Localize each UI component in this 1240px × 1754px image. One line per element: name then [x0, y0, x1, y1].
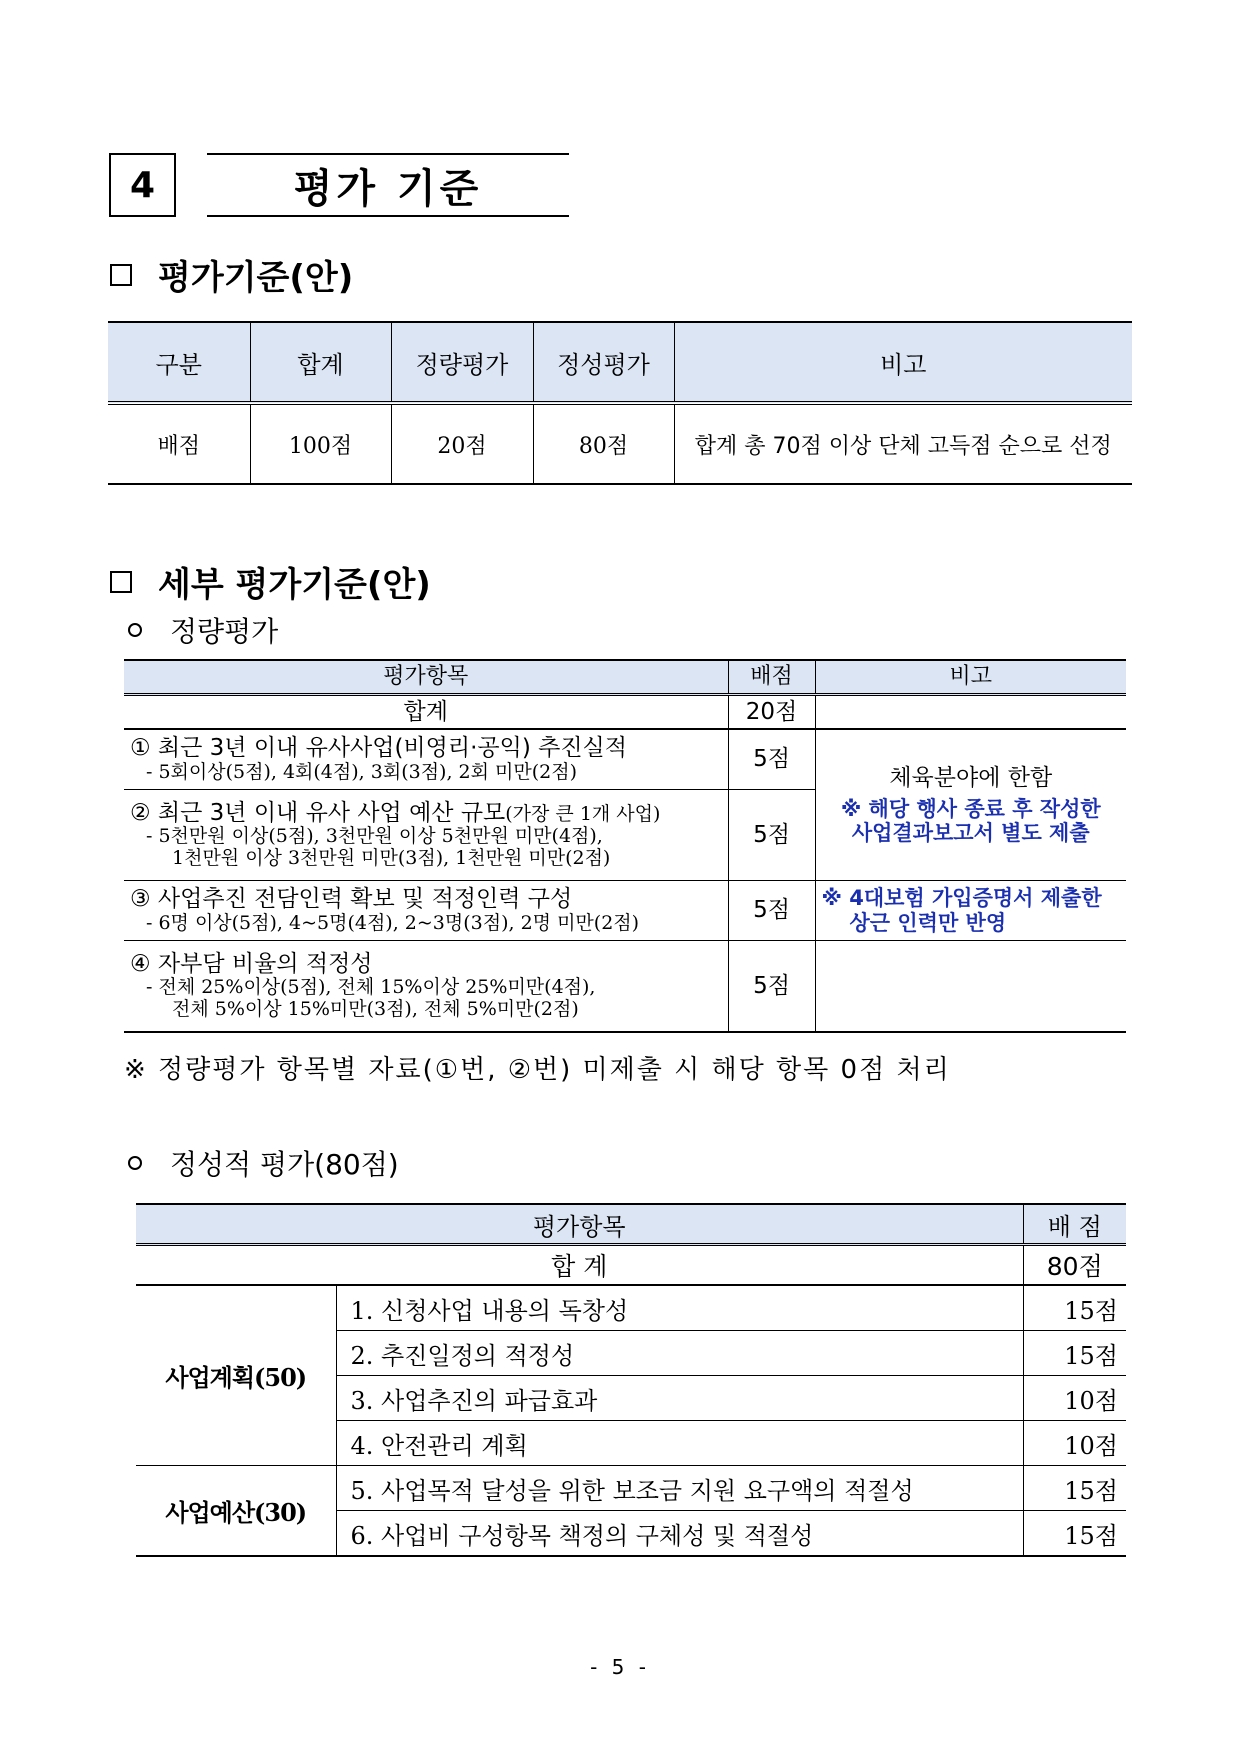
table-header-cell: 정량평가 — [391, 322, 533, 403]
item-points: 15점 — [1023, 1466, 1126, 1511]
item-points: 5점 — [728, 790, 815, 881]
item-points: 10점 — [1023, 1421, 1126, 1466]
table-header-cell: 배점 — [728, 660, 815, 695]
item-title — [130, 800, 722, 826]
item-name: 1. 신청사업 내용의 독창성 — [336, 1285, 1023, 1331]
criteria-table — [108, 321, 1132, 485]
item-title: ④ 자부담 비율의 적정성 — [130, 950, 373, 977]
quant-item — [124, 790, 728, 881]
qual-header-row — [136, 1204, 1126, 1245]
criteria-heading-text: 평가기준(안) — [158, 258, 354, 298]
item-title: ③ 사업추진 전담인력 확보 및 적정인력 구성 — [130, 886, 573, 913]
remark-line: 상근 인력만 반영 — [849, 910, 1007, 935]
table-row — [136, 1466, 1126, 1511]
item-points: 15점 — [1023, 1511, 1126, 1557]
page-number: - 5 - — [590, 1655, 650, 1679]
table-header-cell: 배 점 — [1023, 1204, 1126, 1245]
circle-bullet-icon — [128, 623, 142, 637]
item-remark — [815, 729, 1126, 881]
quant-heading — [128, 610, 278, 650]
criteria-heading — [110, 250, 353, 299]
item-sub: - 5천만원 이상(5점), 3천만원 이상 5천만원 미만(4점), — [146, 825, 603, 848]
empty-cell — [815, 941, 1126, 1033]
item-name: 6. 사업비 구성항목 책정의 구체성 및 적절성 — [336, 1511, 1023, 1557]
item-sub: - 전체 25%이상(5점), 전체 15%이상 25%미만(4점), — [146, 976, 596, 999]
item-sub: - 6명 이상(5점), 4~5명(4점), 2~3명(3점), 2명 미만(2점) — [146, 911, 640, 934]
remark-line: 사업결과보고서 별도 제출 — [851, 821, 1090, 846]
item-remark — [815, 881, 1126, 941]
item-points: 5점 — [728, 941, 815, 1033]
qual-heading — [128, 1143, 399, 1183]
remark-line: 체육분야에 한함 — [889, 764, 1053, 791]
item-sub: 전체 5%이상 15%미만(3점), 전체 5%미만(2점) — [172, 998, 579, 1021]
quant-header-row — [124, 660, 1126, 695]
square-bullet-icon — [110, 571, 132, 593]
item-sub: 1천만원 이상 3천만원 미만(3점), 1천만원 미만(2점) — [172, 847, 611, 870]
category-cell: 사업계획(50) — [136, 1285, 336, 1466]
remark-line: ※ 해당 행사 종료 후 작성한 — [840, 797, 1101, 822]
quant-item — [124, 729, 728, 790]
table-row — [124, 941, 1126, 1033]
table-header-cell: 평가항목 — [136, 1204, 1023, 1245]
table-row — [136, 1285, 1126, 1331]
category-cell: 사업예산(30) — [136, 1466, 336, 1557]
square-bullet-icon — [110, 264, 132, 286]
table-cell: 100점 — [250, 403, 391, 484]
total-label: 합계 — [124, 695, 728, 730]
item-points: 5점 — [728, 881, 815, 941]
table-cell: 20점 — [391, 403, 533, 484]
detail-heading-text: 세부 평가기준(안) — [158, 565, 431, 605]
remark-line: ※ 4대보험 가입증명서 제출한 — [821, 886, 1102, 911]
detail-heading — [110, 557, 431, 606]
item-points: 10점 — [1023, 1376, 1126, 1421]
quant-item — [124, 881, 728, 941]
quant-heading-text: 정량평가 — [170, 615, 279, 648]
criteria-header-row — [108, 322, 1132, 403]
item-points: 5점 — [728, 729, 815, 790]
item-title: ① 최근 3년 이내 유사사업(비영리·공익) 추진실적 — [130, 735, 627, 762]
section-number: 4 — [109, 153, 176, 217]
item-points: 15점 — [1023, 1285, 1126, 1331]
table-row — [108, 403, 1132, 484]
item-name: 2. 추진일정의 적정성 — [336, 1331, 1023, 1376]
item-points: 15점 — [1023, 1331, 1126, 1376]
table-cell: 80점 — [533, 403, 674, 484]
quant-footnote: ※ 정량평가 항목별 자료(①번, ②번) 미제출 시 해당 항목 0점 처리 — [124, 1055, 951, 1085]
quant-table — [124, 659, 1126, 1033]
table-row — [124, 881, 1126, 941]
total-label: 합 계 — [136, 1245, 1023, 1286]
item-title-note: (가장 큰 1개 사업) — [505, 802, 661, 825]
table-header-cell: 구분 — [108, 322, 250, 403]
table-header-cell: 비고 — [674, 322, 1132, 403]
qual-table — [136, 1203, 1126, 1557]
quant-total-row — [124, 695, 1126, 730]
quant-item — [124, 941, 728, 1033]
item-name: 4. 안전관리 계획 — [336, 1421, 1023, 1466]
item-name: 5. 사업목적 달성을 위한 보조금 지원 요구액의 적절성 — [336, 1466, 1023, 1511]
qual-total-row — [136, 1245, 1126, 1286]
table-header-cell: 합계 — [250, 322, 391, 403]
table-header-cell: 평가항목 — [124, 660, 728, 695]
empty-cell — [815, 695, 1126, 730]
item-name: 3. 사업추진의 파급효과 — [336, 1376, 1023, 1421]
circle-bullet-icon — [128, 1156, 142, 1170]
table-cell: 배점 — [108, 403, 250, 484]
qual-heading-text: 정성적 평가(80점) — [170, 1148, 399, 1181]
table-cell: 합계 총 70점 이상 단체 고득점 순으로 선정 — [674, 403, 1132, 484]
section-title: 평가 기준 — [207, 153, 569, 217]
item-sub: - 5회이상(5점), 4회(4점), 3회(3점), 2회 미만(2점) — [146, 760, 577, 783]
item-title-text: ② 최근 3년 이내 유사 사업 예산 규모 — [130, 799, 506, 826]
table-header-cell: 정성평가 — [533, 322, 674, 403]
table-row — [124, 729, 1126, 790]
table-header-cell: 비고 — [815, 660, 1126, 695]
total-points: 20점 — [728, 695, 815, 730]
total-points: 80점 — [1023, 1245, 1126, 1286]
